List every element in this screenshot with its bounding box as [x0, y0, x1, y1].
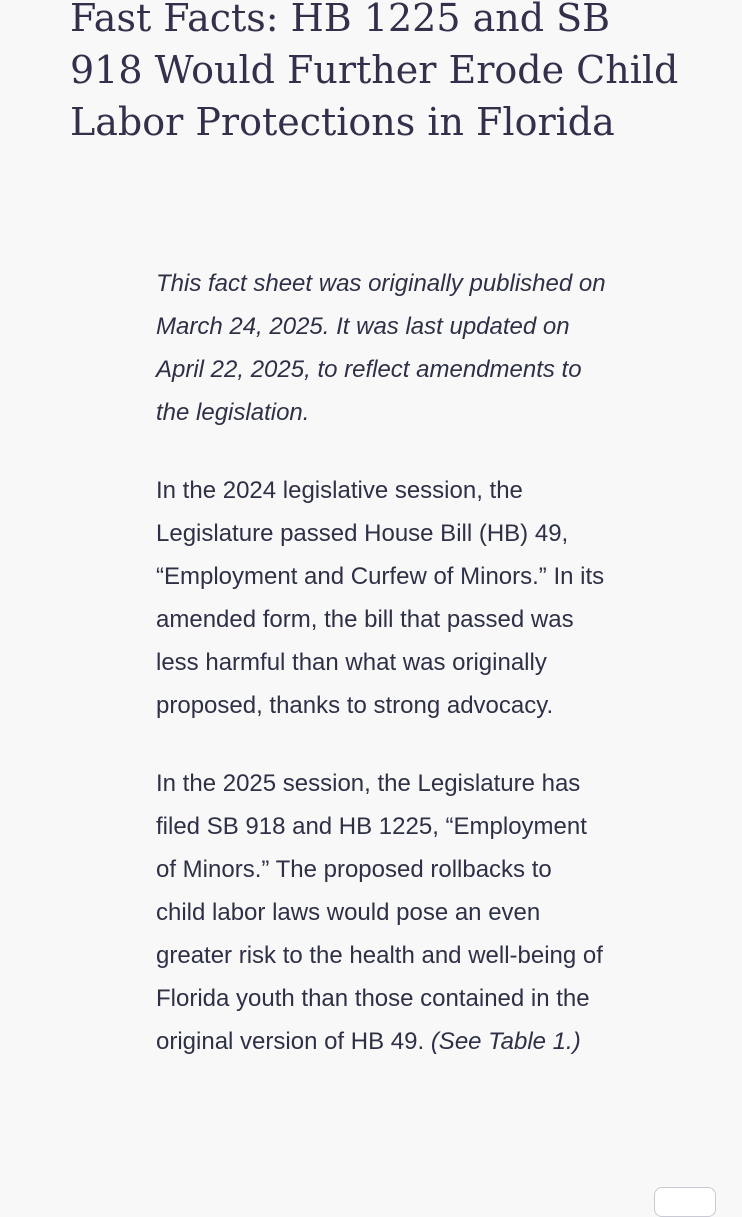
- table-reference-link[interactable]: (See Table 1.): [430, 1028, 581, 1055]
- floating-action-button[interactable]: [654, 1187, 716, 1217]
- paragraph-2025-session-text: In the 2025 session, the Legislature has filed SB 918 and HB 1225, “Employment of Minors.” The proposed rollbacks to child labor laws would pose an even greater risk to the health and well-being of Florida youth than those contained in the original version of HB 49.: [156, 770, 603, 1055]
- article-title: Fast Facts: HB 1225 and SB 918 Would Further Erode Child Labor Protections in Florida: [70, 0, 679, 144]
- paragraph-2025-session: [156, 762, 606, 1063]
- paragraph-2024-session: In the 2024 legislative session, the Legislature passed House Bill (HB) 49, “Employment and Curfew of Minors.” In its amended form, the bill that passed was less harmful than what was originally proposed, thanks to strong advocacy.: [156, 477, 605, 719]
- article-body: [156, 262, 606, 1063]
- article-intro: This fact sheet was originally published on March 24, 2025. It was last updated on April 22, 2025, to reflect amendments to the legislation.: [156, 270, 606, 426]
